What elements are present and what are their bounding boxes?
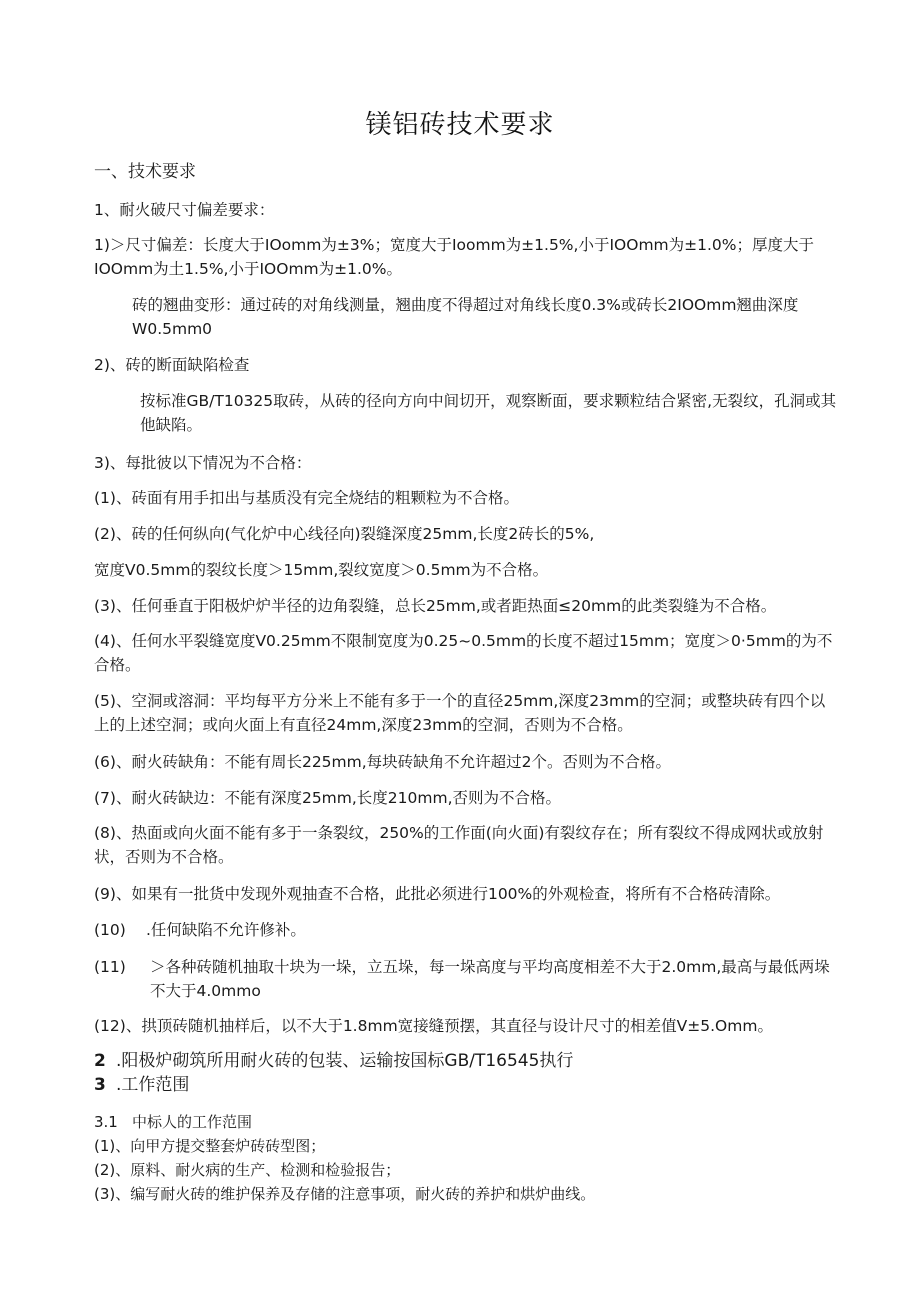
paragraph-section-check: 按标准GB/T10325取砖，从砖的径向方向中间切开，观察断面，要求颗粒结合紧密,无裂纹，孔洞或其他缺陷。 <box>140 392 837 434</box>
list-item-11-number: (11) <box>94 958 126 976</box>
section-heading-1: 一、技术要求 <box>94 162 196 182</box>
subsection-3-1-number: 3.1 <box>94 1113 118 1131</box>
list-item-2-cont: 宽度V0.5mm的裂纹长度＞15mm,裂纹宽度＞0.5mm为不合格。 <box>94 561 549 579</box>
document-title: 镁铝砖技术要求 <box>365 110 555 140</box>
list-item-5: (5)、空洞或溶洞：平均每平方分米上不能有多于一个的直径25mm,深度23mm的空洞；或整块砖有四个以上的上述空洞；或向火面上有直径24mm,深度23mm的空洞，否则为不合格。 <box>94 692 826 734</box>
scope-item-2: (2)、原料、耐火病的生产、检测和检验报告； <box>94 1161 401 1179</box>
list-item-12: (12)、拱顶砖随机抽样后，以不大于1.8mm宽接缝预摆，其直径与设计尺寸的相差值V±5.Omm。 <box>94 1017 773 1035</box>
scope-item-3: (3)、编写耐火砖的维护保养及存储的注意事项，耐火砖的养护和烘炉曲线。 <box>94 1185 596 1203</box>
list-item-1: (1)、砖面有用手扣出与基质没有完全烧结的粗颗粒为不合格。 <box>94 489 519 507</box>
paragraph-size-deviation: 1)＞尺寸偏差：长度大于IOomm为±3%；宽度大于Ioomm为±1.5%,小于IOOmm为±1.0%；厚度大于IOOmm为土1.5%,小于IOOmm为±1.0%。 <box>94 236 815 278</box>
list-item-10: .任何缺陷不允许修补。 <box>146 921 306 939</box>
list-item-9: (9)、如果有一批货中发现外观抽查不合格，此批必须进行100%的外观检查，将所有不合格砖清除。 <box>94 885 781 903</box>
paragraph-warpage: 砖的翘曲变形：通过砖的对角线测量，翘曲度不得超过对角线长度0.3%或砖长2IOOmm翘曲深度W0.5mm0 <box>132 296 799 338</box>
list-item-10-number: (10) <box>94 921 126 939</box>
section-3-heading: .工作范围 <box>116 1075 190 1095</box>
list-item-7: (7)、耐火砖缺边：不能有深度25mm,长度210mm,否则为不合格。 <box>94 789 562 807</box>
list-item-11: ＞各种砖随机抽取十块为一垛，立五垛，每一垛高度与平均高度相差不大于2.0mm,最高与最低两垛不大于4.0mmo <box>150 958 830 1000</box>
list-item-6: (6)、耐火砖缺角：不能有周长225mm,每块砖缺角不允许超过2个。否则为不合格。 <box>94 753 672 771</box>
subsection-3-1-heading: 中标人的工作范围 <box>132 1113 253 1131</box>
section-2-heading: .阳极炉砌筑所用耐火砖的包装、运输按国标GB/T16545执行 <box>116 1051 574 1071</box>
list-item-8: (8)、热面或向火面不能有多于一条裂纹，250%的工作面(向火面)有裂纹存在；所有裂纹不得成网状或放射状，否则为不合格。 <box>94 824 824 866</box>
section-2-number: 2 <box>94 1051 106 1071</box>
list-item-3: (3)、任何垂直于阳极炉炉半径的边角裂缝，总长25mm,或者距热面≤20mm的此类裂缝为不合格。 <box>94 597 777 615</box>
item-heading-2: 2)、砖的断面缺陷检查 <box>94 356 250 374</box>
item-heading-3: 3)、每批彼以下情况为不合格： <box>94 454 312 472</box>
section-3-number: 3 <box>94 1075 106 1095</box>
list-item-4: (4)、任何水平裂缝宽度V0.25mm不限制宽度为0.25~0.5mm的长度不超过15mm；宽度＞0·5mm的为不合格。 <box>94 632 833 674</box>
subsection-heading: 1、耐火破尺寸偏差要求： <box>94 201 275 219</box>
list-item-2: (2)、砖的任何纵向(气化炉中心线径向)裂缝深度25mm,长度2砖长的5%, <box>94 525 595 543</box>
scope-item-1: (1)、向甲方提交整套炉砖砖型图； <box>94 1137 326 1155</box>
